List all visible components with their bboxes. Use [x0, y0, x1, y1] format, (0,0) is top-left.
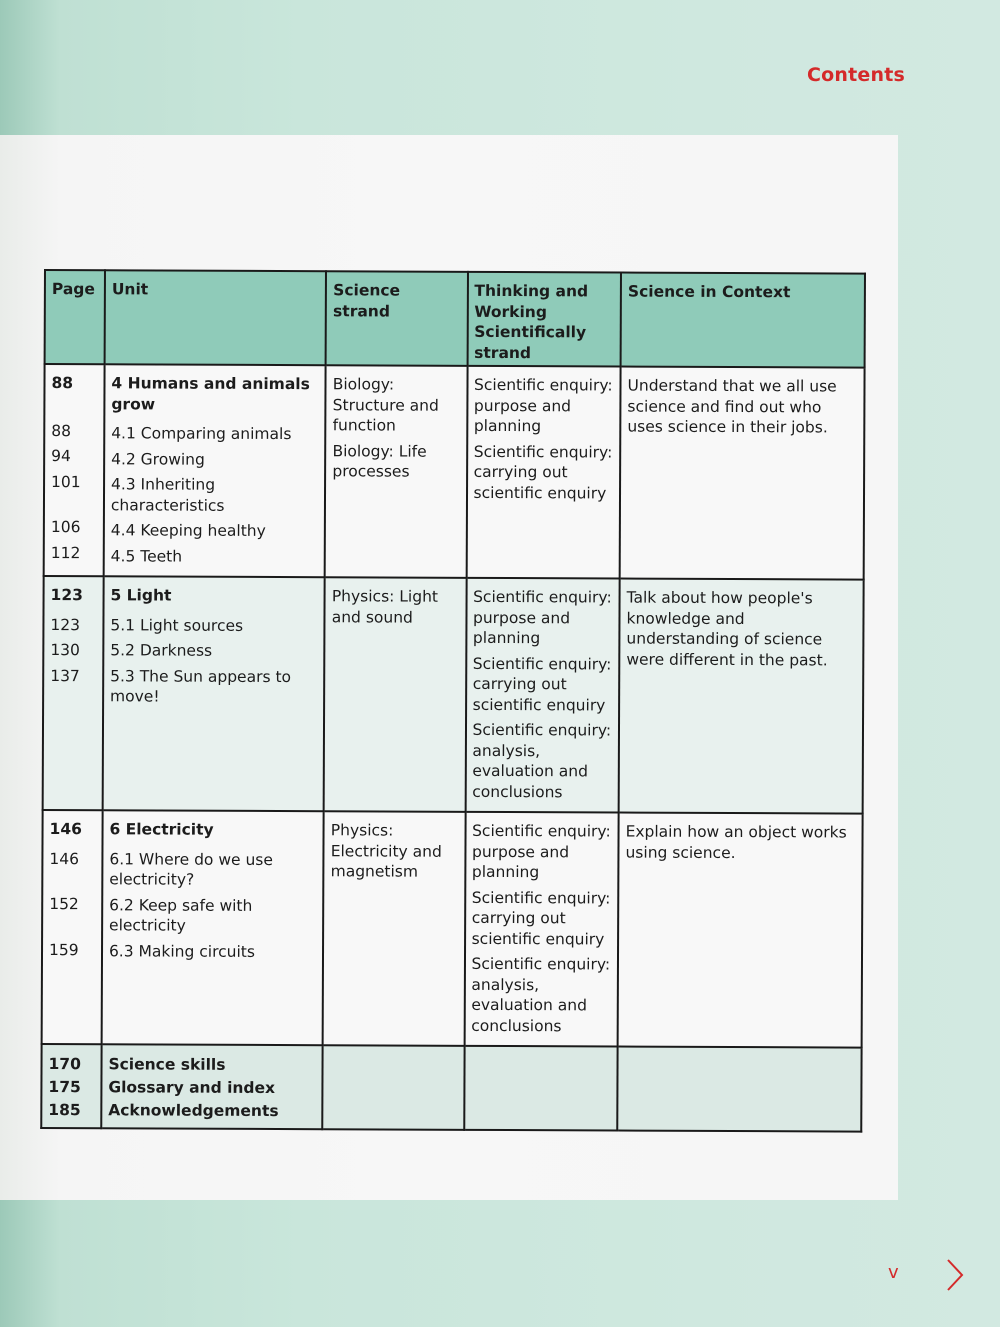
- context-cell: [620, 367, 865, 580]
- lesson-link[interactable]: 4.3 Inheriting characteristics: [110, 475, 225, 515]
- science-strand-cell: [325, 365, 467, 578]
- table-row-unit-4: [44, 364, 865, 580]
- tws-text: Scientific enquiry: analysis, evaluation and conclusions: [472, 720, 612, 801]
- lesson-page: 88: [51, 421, 72, 440]
- strand-text: Biology: Structure and function: [332, 375, 439, 435]
- lesson-page: 123: [50, 615, 81, 634]
- lesson-link[interactable]: 4.2 Growing: [111, 449, 205, 469]
- tws-text: Scientific enquiry: carrying out scientific enquiry: [472, 654, 612, 714]
- empty-cell: [464, 1046, 618, 1131]
- tws-text: Scientific enquiry: purpose and planning: [472, 587, 612, 648]
- unit-page: 88: [51, 374, 74, 393]
- page-cell: [42, 810, 103, 1044]
- end-matter-page: 175: [48, 1078, 81, 1097]
- contents-table: [40, 269, 866, 1133]
- science-strand-cell: [323, 811, 465, 1046]
- end-matter-page: 170: [48, 1055, 81, 1074]
- lesson-link[interactable]: 5.1 Light sources: [110, 615, 244, 635]
- lesson-link[interactable]: 4.1 Comparing animals: [111, 424, 292, 444]
- col-header-science-strand: Science strand: [326, 271, 468, 366]
- tws-text: Scientific enquiry: purpose and planning: [473, 375, 613, 436]
- end-matter-page: 185: [48, 1101, 81, 1120]
- lesson-link[interactable]: 4.4 Keeping healthy: [110, 521, 266, 540]
- chevron-right-icon[interactable]: [944, 1258, 966, 1292]
- lesson-page: 159: [48, 940, 79, 959]
- context-text: Understand that we all use science and find out who uses science in their jobs.: [627, 376, 837, 437]
- lesson-page: 152: [49, 895, 79, 914]
- lesson-link[interactable]: 4.5 Teeth: [110, 546, 183, 566]
- lesson-page: 94: [51, 447, 71, 466]
- unit-cell: [103, 576, 325, 811]
- strand-text: Physics: Light and sound: [331, 587, 439, 627]
- unit-title[interactable]: 5 Light: [110, 586, 172, 605]
- page-number: v: [888, 1262, 899, 1283]
- page-cell: [43, 576, 104, 810]
- unit-page: 146: [49, 820, 82, 839]
- table-header-row: [45, 270, 865, 368]
- lesson-page: 130: [50, 641, 80, 660]
- lesson-page: 106: [50, 518, 81, 537]
- table-row-end-matter: [41, 1044, 861, 1132]
- end-matter-link[interactable]: Acknowledgements: [108, 1101, 279, 1121]
- col-header-tws-strand: Thinking and Working Scientifically strand: [467, 272, 621, 367]
- lesson-link[interactable]: 6.1 Where do we use electricity?: [109, 849, 273, 889]
- lesson-link[interactable]: 6.2 Keep safe with electricity: [109, 895, 253, 935]
- empty-cell: [323, 1045, 465, 1130]
- context-cell: [619, 579, 864, 814]
- lesson-page: 101: [51, 472, 81, 491]
- lesson-page: 112: [50, 543, 81, 562]
- unit-title[interactable]: 6 Electricity: [109, 820, 214, 839]
- empty-cell: [617, 1047, 861, 1132]
- end-matter-link[interactable]: Glossary and index: [108, 1078, 276, 1098]
- unit-cell: [104, 364, 326, 577]
- tws-text: Scientific enquiry: carrying out scientific enquiry: [473, 442, 613, 502]
- unit-cell: [102, 810, 324, 1045]
- lesson-page: 137: [50, 666, 80, 685]
- tws-strand-cell: [466, 366, 620, 579]
- strand-text: Biology: Life processes: [332, 441, 427, 481]
- page-cell: [41, 1044, 101, 1128]
- lesson-link[interactable]: 5.2 Darkness: [110, 641, 213, 660]
- lesson-link[interactable]: 6.3 Making circuits: [108, 941, 256, 961]
- tws-text: Scientific enquiry: carrying out scientific enquiry: [471, 888, 611, 948]
- tws-text: Scientific enquiry: purpose and planning: [471, 821, 611, 882]
- tws-strand-cell: [465, 578, 620, 813]
- context-text: Explain how an object works using science.: [625, 822, 847, 862]
- end-matter-link[interactable]: Science skills: [108, 1055, 226, 1074]
- page-cell: [44, 364, 105, 576]
- lesson-link[interactable]: 5.3 The Sun appears to move!: [110, 666, 292, 706]
- col-header-page: Page: [45, 270, 105, 364]
- tws-text: Scientific enquiry: analysis, evaluation and conclusions: [471, 954, 611, 1035]
- unit-page: 123: [50, 586, 83, 605]
- tws-strand-cell: [464, 812, 619, 1047]
- unit-title[interactable]: 4 Humans and animals grow: [111, 374, 310, 413]
- table-row-unit-6: [42, 810, 863, 1048]
- context-cell: [618, 813, 863, 1048]
- col-header-unit: Unit: [105, 270, 327, 365]
- unit-cell: [101, 1044, 323, 1129]
- context-text: Talk about how people's knowledge and understanding of science were different in the past.: [626, 588, 828, 669]
- page-title: Contents: [807, 64, 906, 86]
- lesson-page: 146: [49, 849, 80, 868]
- science-strand-cell: [324, 577, 466, 812]
- strand-text: Physics: Electricity and magnetism: [330, 821, 442, 881]
- table-row-unit-5: [43, 576, 864, 814]
- col-header-science-in-context: Science in Context: [621, 273, 865, 368]
